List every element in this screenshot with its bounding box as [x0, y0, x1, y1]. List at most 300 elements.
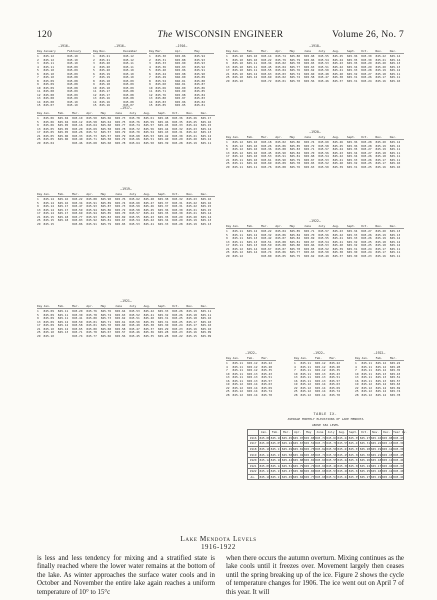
level-cell: 845.06 [57, 133, 69, 138]
summary-cell: 845.08 [381, 435, 393, 440]
level-cell: 845.05 [43, 126, 54, 131]
level-cell: 845.11 [389, 71, 401, 76]
summary-cell: 845.80 [304, 469, 315, 474]
summary-cell: 1918 [248, 446, 259, 452]
level-cell: 845.67 [303, 239, 315, 244]
column-header: Dec. [200, 191, 208, 196]
level-cell: 845.30 [172, 133, 183, 138]
summary-cell: 845.70 [326, 441, 337, 446]
level-cell: 845.89 [275, 161, 286, 165]
level-cell: 845.64 [86, 123, 97, 127]
level-cell: 845.30 [172, 211, 183, 215]
level-cell: 845.16 [99, 99, 110, 104]
day-cell: 9 [226, 236, 228, 240]
level-cell: 845.83 [72, 218, 83, 222]
level-cell: 845.74 [72, 333, 83, 338]
level-cell: 845.54 [318, 57, 329, 62]
level-cell: 845.61 [114, 319, 126, 324]
level-cell: 845.34 [261, 61, 272, 65]
level-cell: 845.15 [43, 218, 54, 222]
level-table [226, 352, 276, 397]
level-cell: 845.15 [43, 221, 54, 226]
level-cell: 845.34 [72, 200, 83, 205]
summary-cell: 1916 [248, 435, 259, 441]
day-cell: 11 [93, 89, 97, 93]
level-cell: 845.33 [346, 157, 358, 162]
level-cell: 845.11 [232, 239, 243, 244]
level-cell: 845.10 [200, 326, 212, 331]
day-cell: 8 [37, 78, 39, 83]
level-cell: 845.68 [86, 140, 97, 145]
level-cell: 845.38 [143, 323, 155, 327]
level-cell: 845.72 [289, 75, 301, 79]
level-cell: 845.70 [114, 211, 126, 215]
level-cell [58, 335, 72, 339]
level-cell: 845.35 [157, 214, 169, 219]
level-cell: 845.88 [275, 147, 286, 151]
level-cell: 845.12 [247, 361, 258, 365]
level-cell: 845.46 [332, 140, 344, 144]
level-cell: 845.10 [232, 57, 243, 62]
level-cell: 845.46 [143, 204, 155, 208]
summary-cell: 845.79 [292, 463, 304, 468]
level-cell: 845.33 [72, 133, 83, 138]
level-cell: 845.11 [300, 364, 311, 369]
summary-cell: 845.39 [393, 441, 404, 446]
level-cell: 845.62 [303, 253, 315, 258]
level-cell: 845.88 [175, 57, 186, 62]
level-cell: 845.82 [289, 150, 301, 155]
table-year: —1922— [313, 351, 325, 355]
summary-column-header: Year Av. [393, 430, 408, 435]
table-row [226, 255, 404, 259]
column-header: May [100, 303, 106, 308]
level-cell: 845.58 [303, 75, 315, 79]
summary-column-header: Feb. [270, 430, 281, 436]
level-cell: 845.40 [72, 137, 83, 141]
level-cell: 845.62 [114, 316, 126, 320]
summary-cell: 845.36 [348, 452, 360, 457]
level-cell: 845.78 [289, 61, 301, 65]
level-cell: 845.22 [186, 204, 197, 208]
level-cell: 845.85 [275, 253, 286, 258]
level-cell: 845.76 [289, 164, 301, 169]
level-cell: 845.76 [261, 164, 272, 169]
column-header: Day [226, 134, 232, 139]
level-cell: 845.77 [86, 333, 97, 338]
level-cell: 845.08 [123, 89, 134, 93]
summary-cell: 845.21 [370, 452, 382, 457]
level-cell: 845.40 [332, 243, 344, 247]
level-cell: 845.28 [361, 68, 372, 72]
column-header: Jan. [43, 191, 51, 196]
level-cell: 845.58 [318, 143, 329, 148]
level-cell: 845.10 [43, 326, 54, 331]
level-cell: 845.27 [361, 229, 372, 233]
level-cell: 845.12 [300, 389, 311, 393]
level-cell: 845.74 [261, 250, 272, 254]
summary-cell: 845.51 [281, 463, 293, 468]
level-cell: 845.51 [143, 137, 155, 141]
column-header: Feb. [375, 355, 383, 360]
level-cell: 845.77 [114, 123, 126, 127]
level-cell: 845.12 [232, 143, 243, 148]
level-cell: 845.59 [143, 119, 155, 124]
day-cell: 13 [226, 150, 230, 155]
level-cell: 845.33 [157, 309, 169, 313]
level-cell: 845.12 [361, 392, 372, 397]
level-cell: 845.10 [232, 64, 243, 69]
column-header: Mar. [329, 355, 337, 360]
summary-cell: 845.55 [326, 458, 337, 463]
level-cell: 845.44 [332, 57, 344, 62]
level-cell: 845.57 [318, 229, 329, 233]
day-cell: 13 [37, 96, 41, 100]
level-cell: 845.80 [261, 253, 272, 258]
level-cell: 845.88 [86, 197, 97, 201]
level-cell: 845.13 [389, 232, 401, 237]
summary-cell: 1917 [248, 441, 259, 447]
level-cell: 845.09 [43, 316, 54, 320]
day-cell: 17 [226, 68, 230, 72]
day-cell: 6 [149, 71, 151, 76]
level-cell: 845.18 [57, 218, 69, 222]
body-column-right: when there occurs the autumn overturn. Mixing continues as the lake cools until it freezes over. Movement largely then ceases until the spring breaking up of the ice. Figure 2 shows the cycle of temperature changes for 1906. The ice went out on April 7 of this year. It will [226, 555, 404, 596]
column-header: Feb. [57, 303, 65, 308]
level-cell: 845.79 [114, 133, 126, 138]
day-cell: 2 [149, 57, 151, 62]
level-cell: 845.72 [303, 143, 315, 148]
level-cell: 845.35 [329, 368, 340, 372]
column-header: Mar. [72, 191, 80, 196]
summary-table-title: AVERAGE MONTHLY ELEVATIONS OF LAKE MENDOTA [287, 417, 364, 421]
level-cell: 845.17 [375, 157, 386, 162]
summary-table-label: TABLE IX. [313, 412, 338, 416]
level-cell: 845.78 [114, 126, 126, 131]
level-cell: 845.29 [361, 61, 372, 65]
level-cell: 845.12 [232, 154, 243, 158]
level-cell: 845.09 [67, 92, 78, 97]
level-cell: 845.10 [246, 154, 258, 158]
summary-cell: 845.43 [393, 435, 404, 440]
level-cell: 845.06 [57, 137, 69, 141]
day-cell: 14 [93, 99, 97, 104]
summary-cell: 845.88 [304, 435, 315, 440]
level-cell: 845.20 [186, 214, 197, 219]
level-cell: 845.14 [375, 385, 387, 390]
level-cell: 845.44 [143, 211, 155, 215]
level-cell: 845.97 [175, 96, 186, 100]
level-cell: 845.19 [186, 309, 197, 313]
level-cell: 845.57 [129, 211, 140, 215]
summary-cell: 845.44 [337, 475, 348, 480]
level-cell: 845.12 [375, 364, 387, 369]
level-cell: 845.17 [57, 207, 69, 212]
level-cell: 845.11 [232, 361, 243, 365]
level-cell: 845.24 [361, 246, 372, 251]
level-cell: 845.28 [329, 364, 340, 369]
level-cell: 845.10 [67, 57, 78, 62]
table-year: —1922— [309, 219, 321, 223]
table-row [226, 394, 276, 398]
summary-cell: 845.10 [270, 435, 282, 440]
column-header: Dec. [389, 48, 397, 53]
level-cell: 845.90 [194, 71, 205, 76]
summary-cell: 845.39 [393, 447, 404, 452]
level-cell: 846.01 [175, 82, 186, 86]
level-cell: 845.14 [200, 126, 212, 131]
level-cell: 845.10 [43, 333, 54, 338]
summary-cell: Av. [248, 474, 259, 480]
level-cell: 845.15 [200, 123, 212, 127]
level-cell: 845.17 [375, 161, 386, 165]
summary-cell: 845.18 [370, 469, 382, 474]
column-header: Day [226, 355, 232, 360]
level-cell: 845.65 [303, 246, 315, 251]
level-cell: 845.05 [43, 130, 54, 134]
level-cell: 845.17 [57, 204, 69, 208]
summary-cell: 845.53 [326, 469, 337, 474]
level-cell: 845.39 [157, 140, 169, 145]
level-cell: 845.12 [300, 392, 311, 397]
level-cell: 845.47 [143, 200, 155, 205]
level-cell: 845.05 [57, 130, 69, 134]
level-cell: 845.11 [246, 64, 258, 69]
level-cell: 845.12 [57, 323, 69, 327]
summary-cell: 845.44 [281, 458, 293, 463]
level-cell: 845.30 [155, 54, 166, 58]
column-header: Aug. [143, 110, 151, 115]
level-cell: 845.12 [246, 232, 258, 237]
level-cell: 845.10 [389, 161, 401, 165]
day-cell: 29 [37, 333, 41, 338]
level-cell: 845.23 [172, 326, 183, 331]
day-cell: 7 [294, 368, 296, 372]
level-cell: 845.31 [172, 204, 183, 208]
level-cell: 845.12 [232, 392, 243, 397]
level-cell: 845.36 [172, 116, 183, 120]
level-cell: 845.50 [318, 164, 329, 169]
level-cell: 845.79 [114, 137, 126, 141]
level-cell: 845.12 [246, 71, 258, 76]
level-cell: 845.61 [143, 116, 155, 120]
level-cell: 845.16 [57, 200, 69, 205]
level-cell: 845.35 [389, 368, 401, 372]
column-header: Oct. [361, 134, 369, 139]
level-cell: 845.43 [329, 371, 340, 376]
level-cell: 845.82 [194, 99, 205, 104]
level-cell: 845.08 [43, 96, 54, 100]
day-cell: 17 [37, 130, 41, 134]
level-cell: 845.10 [246, 157, 258, 162]
level-cell: 845.11 [232, 229, 243, 233]
day-cell: 28 [355, 392, 359, 397]
summary-cell: 845.11 [259, 469, 270, 474]
day-cell: 5 [226, 232, 228, 237]
level-cell: 845.84 [275, 68, 286, 72]
day-cell: 22 [355, 385, 359, 390]
level-cell: 845.86 [275, 232, 286, 237]
level-cell: 845.26 [361, 75, 372, 79]
level-cell: 845.25 [186, 119, 197, 124]
level-cell: 845.17 [375, 75, 386, 79]
level-cell: 845.31 [157, 316, 169, 320]
level-cell: 845.52 [129, 312, 140, 317]
level-cell: 845.65 [303, 161, 315, 165]
level-cell: 845.12 [389, 143, 401, 148]
level-cell: 845.11 [389, 150, 401, 155]
day-cell: 28 [226, 392, 230, 397]
level-cell: 845.60 [155, 82, 166, 86]
level-cell: 845.39 [332, 164, 344, 169]
level-cell: 845.76 [289, 68, 301, 72]
level-cell: 845.95 [175, 103, 186, 107]
level-cell: 845.87 [100, 204, 112, 208]
level-cell: 845.12 [200, 137, 212, 141]
level-cell: 845.22 [172, 333, 183, 338]
level-cell: 845.63 [329, 382, 340, 386]
level-cell: 845.32 [346, 71, 358, 76]
level-cell: 845.33 [172, 123, 183, 127]
level-cell: 845.80 [86, 326, 97, 331]
level-cell: 845.17 [186, 319, 197, 324]
level-cell: 845.20 [72, 126, 83, 131]
level-cell: 845.11 [361, 361, 372, 365]
day-cell: 2 [93, 57, 95, 62]
level-cell: 845.57 [329, 378, 340, 383]
level-cell: 845.35 [261, 368, 272, 372]
level-cell: 845.11 [232, 161, 243, 165]
level-cell: 845.44 [332, 147, 344, 151]
level-cell: 845.11 [43, 64, 54, 69]
level-cell: 845.11 [361, 378, 372, 383]
level-cell: 845.12 [232, 150, 243, 155]
level-cell: 845.05 [43, 133, 54, 138]
day-cell: 25 [226, 250, 230, 254]
level-cell: 845.31 [172, 200, 183, 205]
level-cell: 845.83 [100, 214, 112, 219]
day-cell: 5 [226, 57, 228, 62]
day-cell: 1 [93, 54, 95, 58]
level-cell: 845.86 [175, 54, 186, 58]
level-cell: 845.11 [232, 371, 243, 376]
summary-cell: 845.55 [337, 441, 348, 446]
level-cell: 845.94 [194, 54, 205, 58]
level-cell: 845.14 [43, 211, 54, 215]
summary-cell: 845.45 [337, 452, 348, 457]
level-cell: 845.45 [129, 333, 140, 338]
level-cell: 845.18 [375, 243, 386, 247]
level-cell: 845.85 [155, 103, 166, 107]
summary-cell: 845.40 [393, 469, 404, 474]
level-cell: 845.38 [332, 250, 344, 254]
day-cell: 3 [149, 61, 151, 65]
day-cell: 12 [37, 92, 41, 97]
level-cell: 845.04 [57, 116, 69, 120]
day-cell: 9 [93, 82, 95, 86]
level-cell: 845.13 [389, 229, 401, 233]
summary-cell: 845.10 [270, 458, 282, 463]
level-cell: 845.14 [315, 385, 326, 390]
level-cell: 845.52 [318, 161, 329, 165]
summary-cell: 845.08 [259, 435, 270, 440]
column-header: May [100, 110, 106, 115]
column-header: July [129, 303, 137, 308]
summary-table-subtitle: ABOVE SEA LEVEL [311, 423, 340, 427]
summary-cell: 845.85 [304, 452, 315, 457]
level-cell: 845.14 [247, 392, 258, 397]
level-cell: 845.32 [261, 232, 272, 237]
column-header: Sept. [346, 223, 356, 228]
level-cell: 845.38 [332, 75, 344, 79]
level-cell: 845.12 [247, 368, 258, 372]
column-header: Dec. [389, 223, 397, 228]
level-cell: 845.48 [318, 71, 329, 76]
level-cell: 845.19 [186, 221, 197, 226]
level-cell: 845.08 [43, 89, 54, 93]
column-header: Apr. [86, 191, 94, 196]
level-cell: 845.22 [261, 361, 272, 365]
level-cell: 845.74 [114, 200, 126, 205]
level-cell: 845.28 [172, 140, 183, 145]
column-header: Nov. [186, 191, 194, 196]
level-cell: 845.09 [43, 78, 54, 83]
level-cell: 845.60 [303, 71, 315, 76]
level-cell: 845.11 [361, 371, 372, 376]
level-cell: 845.81 [289, 154, 301, 158]
level-cell: 845.69 [114, 214, 126, 219]
level-cell: 845.12 [232, 253, 243, 258]
day-cell: 1 [37, 116, 39, 120]
column-header: June [303, 48, 311, 53]
level-cell: 845.18 [99, 78, 110, 83]
level-table [226, 220, 404, 258]
column-header: Day [93, 48, 99, 53]
level-cell: 845.11 [246, 164, 258, 169]
level-cell: 845.34 [346, 229, 358, 233]
level-cell: 845.51 [329, 375, 340, 379]
level-cell: 845.14 [200, 214, 212, 219]
level-cell: 845.09 [43, 312, 54, 317]
summary-cell: 845.33 [348, 447, 360, 452]
level-cell: 845.45 [157, 123, 169, 127]
level-table [93, 45, 147, 108]
level-cell: 845.68 [129, 133, 140, 138]
column-header: May [194, 48, 200, 53]
table-row [37, 335, 215, 339]
table-row [37, 223, 215, 227]
level-cell: 845.26 [361, 154, 372, 158]
level-cell: 845.12 [123, 54, 134, 58]
column-header: Feb. [57, 191, 65, 196]
level-cell: 845.12 [123, 57, 134, 62]
column-header: Day [37, 110, 43, 115]
level-cell: 845.20 [375, 140, 386, 144]
level-cell: 845.43 [332, 61, 344, 65]
summary-cell: 845.11 [270, 475, 282, 480]
level-cell: 845.50 [318, 250, 329, 254]
level-cell: 845.15 [43, 214, 54, 219]
level-cell: 845.20 [99, 61, 110, 65]
level-cell: 845.38 [157, 197, 169, 201]
level-cell: 845.16 [375, 253, 386, 258]
level-cell: 845.08 [67, 78, 78, 83]
summary-cell: 845.69 [315, 458, 326, 463]
summary-cell: 845.18 [370, 458, 382, 463]
level-cell: 845.62 [100, 119, 112, 124]
day-cell: 21 [37, 133, 41, 138]
table-year: —1918— [309, 44, 321, 48]
